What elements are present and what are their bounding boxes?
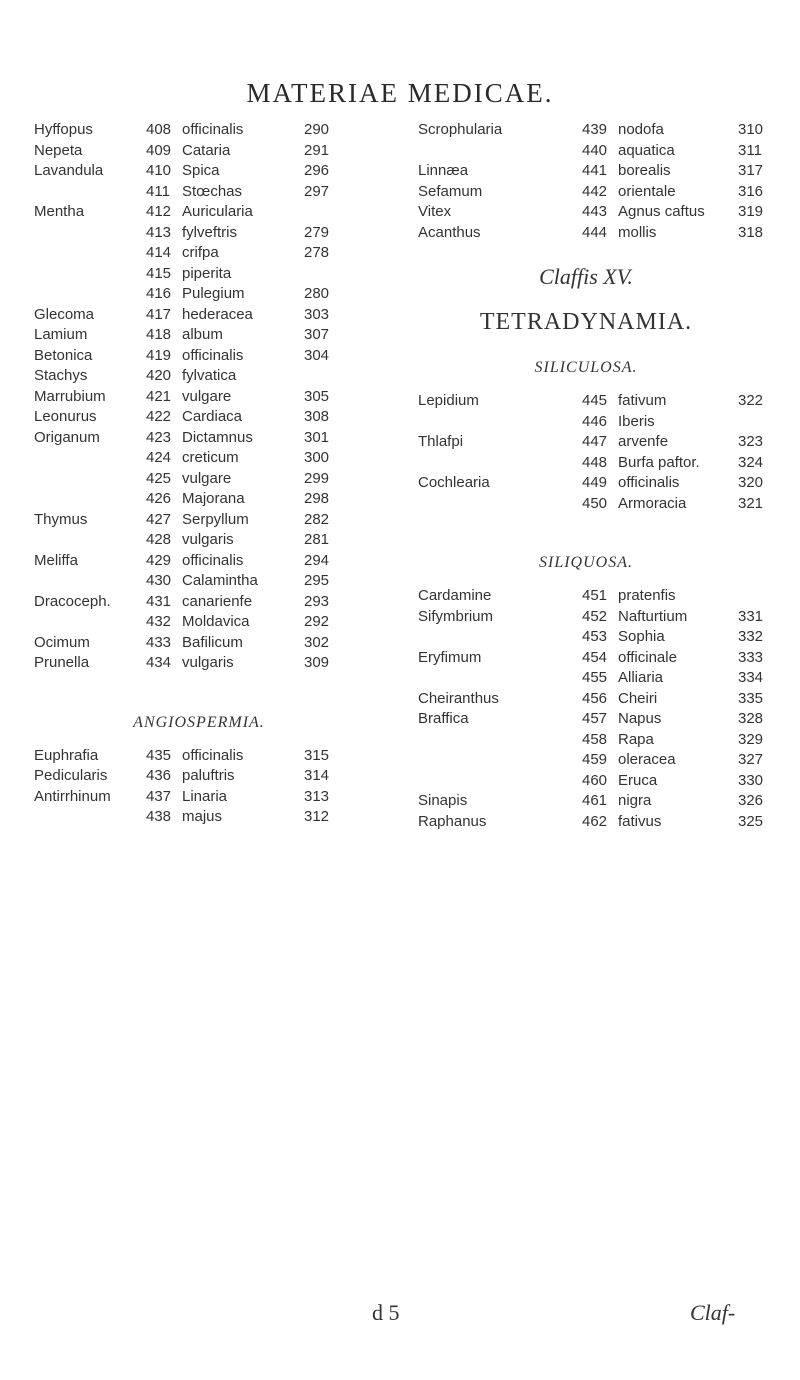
species-name: borealis (618, 162, 671, 179)
genus-name: Cardamine (418, 587, 492, 604)
entry-number: 408 (146, 121, 172, 138)
entry-number: 421 (146, 387, 172, 405)
page-reference: 315 (304, 746, 330, 764)
species-name: Pulegium (182, 285, 245, 302)
index-entry (34, 428, 364, 449)
index-entry (34, 141, 364, 162)
page-reference: 328 (738, 710, 764, 727)
page-reference: 301 (304, 428, 330, 446)
entry-number: 450 (582, 494, 608, 512)
signature-mark: d 5 (372, 1300, 400, 1325)
species-name: officinalis (182, 551, 244, 569)
species-name: officinalis (618, 474, 680, 491)
genus-name: Mentha (34, 203, 85, 220)
page-reference: 325 (738, 812, 764, 830)
page-reference: 290 (304, 121, 330, 138)
entry-number: 455 (582, 669, 608, 686)
page-reference: 292 (304, 613, 330, 630)
index-entry (400, 202, 772, 223)
page-reference: 334 (738, 669, 764, 686)
page-reference: 294 (304, 551, 330, 569)
genus-name: Acanthus (418, 223, 481, 241)
index-entry (34, 202, 364, 223)
page-reference: 314 (304, 767, 330, 784)
index-entry (400, 494, 772, 515)
index-entry (400, 709, 772, 730)
species-name: fativus (618, 812, 662, 830)
index-entry (34, 746, 364, 767)
index-entry (34, 551, 364, 572)
index-entry (400, 473, 772, 494)
species-name: officinalis (182, 121, 244, 138)
species-name: paluftris (182, 767, 235, 784)
entry-number: 419 (146, 346, 172, 364)
species-name: nigra (618, 792, 652, 809)
genus-name: Sefamum (418, 182, 483, 200)
left-column (34, 120, 364, 828)
species-name: Cataria (182, 141, 231, 159)
species-name: officinale (618, 648, 677, 666)
page-reference: 312 (304, 808, 330, 825)
entry-number: 412 (146, 203, 172, 220)
entry-number: 424 (146, 449, 172, 466)
index-entry (34, 469, 364, 490)
index-entry (34, 510, 364, 531)
entry-number: 415 (146, 264, 172, 282)
index-entry (34, 346, 364, 367)
genus-name: Eryfimum (418, 648, 482, 666)
genus-name: Cochlearia (418, 474, 490, 491)
species-name: Spica (182, 162, 220, 179)
index-entry (400, 586, 772, 607)
entry-number: 426 (146, 490, 172, 507)
genus-name: Dracoceph. (34, 592, 111, 610)
page-title: MATERIAE MEDICAE. (246, 78, 554, 108)
index-entry (400, 750, 772, 771)
class-heading: Claffis XV. (539, 264, 633, 289)
index-entry (34, 366, 364, 387)
entry-number: 425 (146, 469, 172, 487)
page-reference: 309 (304, 654, 330, 671)
genus-name: Raphanus (418, 812, 487, 830)
index-entry (34, 325, 364, 346)
genus-name: Ocimum (34, 633, 90, 651)
species-name: album (182, 326, 223, 343)
page-reference: 295 (304, 572, 330, 589)
page-reference: 293 (304, 592, 330, 610)
entry-number: 452 (582, 607, 608, 625)
page-reference: 323 (738, 433, 764, 450)
entry-number: 436 (146, 767, 172, 784)
species-name: Napus (618, 710, 662, 727)
entry-number: 414 (146, 244, 172, 261)
index-entry (400, 689, 772, 710)
entry-number: 446 (582, 412, 608, 430)
page-reference: 300 (304, 449, 330, 466)
index-entry (400, 161, 772, 182)
entry-number: 462 (582, 812, 608, 830)
species-name: oleracea (618, 751, 676, 768)
genus-name: Euphrafia (34, 746, 99, 764)
index-entry (400, 648, 772, 669)
entry-number: 460 (582, 771, 608, 789)
right-column (400, 120, 772, 832)
index-entry (34, 653, 364, 674)
order-heading: TETRADYNAMIA. (479, 309, 693, 335)
genus-name: Nepeta (34, 141, 83, 159)
species-name: canarienfe (182, 592, 253, 610)
page-reference: 304 (304, 346, 330, 364)
species-name: Cheiri (618, 689, 658, 707)
index-entry (400, 771, 772, 792)
page-reference: 280 (304, 285, 330, 302)
entry-number: 432 (146, 613, 172, 630)
entry-number: 422 (146, 408, 172, 425)
index-entry (34, 407, 364, 428)
species-name: pratenfis (618, 587, 676, 604)
page-reference: 324 (738, 453, 764, 471)
entry-number: 409 (146, 141, 172, 159)
entry-number: 411 (146, 182, 170, 200)
species-name: vulgare (182, 387, 232, 405)
species-name: Stœchas (182, 182, 243, 200)
index-entry (34, 243, 364, 264)
genus-name: Hyffopus (34, 121, 93, 138)
index-entry (400, 182, 772, 203)
species-name: crifpa (182, 244, 219, 261)
species-name: Nafturtium (618, 607, 688, 625)
index-entry (34, 571, 364, 592)
entry-number: 413 (146, 223, 172, 241)
page-reference: 319 (738, 203, 764, 220)
page-reference: 322 (738, 392, 764, 409)
genus-name: Origanum (34, 428, 100, 446)
genus-name: Betonica (34, 346, 93, 364)
page-reference: 321 (738, 494, 764, 512)
page-reference: 327 (738, 751, 764, 768)
species-name: vulgaris (182, 654, 234, 671)
index-entry (34, 161, 364, 182)
entry-number: 458 (582, 730, 608, 748)
genus-name: Braffica (418, 710, 469, 727)
index-entry (400, 668, 772, 689)
entry-number: 457 (582, 710, 608, 727)
species-name: majus (182, 808, 223, 825)
entry-number: 433 (146, 633, 172, 651)
entry-number: 451 (582, 587, 608, 604)
species-name: Linaria (182, 787, 228, 805)
species-name: Armoracia (618, 494, 687, 512)
entry-number: 449 (582, 474, 608, 491)
index-entry (400, 607, 772, 628)
page-reference: 299 (304, 469, 330, 487)
genus-name: Cheiranthus (418, 689, 499, 707)
species-name: arvenfe (618, 433, 669, 450)
entry-number: 429 (146, 551, 172, 569)
genus-name: Leonurus (34, 408, 97, 425)
genus-name: Pedicularis (34, 767, 108, 784)
page-reference: 326 (738, 792, 764, 809)
page-reference: 307 (304, 326, 330, 343)
species-name: Auricularia (182, 203, 253, 220)
page-footer (0, 1300, 800, 1340)
index-entry (400, 223, 772, 244)
entry-number: 441 (582, 162, 608, 179)
genus-name: Lavandula (34, 162, 104, 179)
genus-name: Glecoma (34, 305, 95, 323)
entry-number: 428 (146, 531, 172, 548)
page-reference: 330 (738, 771, 764, 789)
page-reference: 333 (738, 648, 764, 666)
section-heading-siliquosa: SILIQUOSA. (539, 554, 633, 571)
entry-number: 416 (146, 285, 172, 302)
index-entry (34, 807, 364, 828)
species-name: Eruca (618, 771, 658, 789)
species-name: Sophia (618, 628, 665, 645)
entry-number: 454 (582, 648, 608, 666)
genus-name: Lamium (34, 326, 88, 343)
genus-name: Scrophularia (418, 121, 503, 138)
entry-number: 447 (582, 433, 608, 450)
entry-number: 448 (582, 453, 608, 471)
index-entry (34, 787, 364, 808)
species-name: Bafilicum (182, 633, 243, 651)
species-name: fylveftris (182, 223, 238, 241)
page-reference: 313 (304, 787, 330, 805)
index-entry (400, 391, 772, 412)
genus-name: Antirrhinum (34, 787, 111, 805)
entry-number: 461 (582, 792, 608, 809)
index-entry (34, 766, 364, 787)
species-name: Alliaria (618, 669, 664, 686)
species-name: hederacea (182, 305, 253, 323)
index-entry (400, 627, 772, 648)
species-name: Iberis (618, 412, 655, 430)
genus-name: Thymus (34, 510, 88, 528)
page-reference: 317 (738, 162, 764, 179)
entry-number: 453 (582, 628, 608, 645)
page-reference: 308 (304, 408, 330, 425)
page-reference: 303 (304, 305, 330, 323)
catchword: Claf- (690, 1300, 736, 1325)
page-reference: 282 (304, 510, 330, 528)
entry-number: 459 (582, 751, 608, 768)
page-reference: 297 (304, 182, 330, 200)
index-entry (34, 448, 364, 469)
index-entry (34, 305, 364, 326)
entry-number: 427 (146, 510, 172, 528)
index-entry (400, 812, 772, 833)
index-entry (34, 223, 364, 244)
index-entry (400, 412, 772, 433)
page-reference: 291 (304, 141, 330, 159)
page-reference: 332 (738, 628, 764, 645)
index-entry (400, 141, 772, 162)
page-reference: 311 (738, 141, 762, 159)
entry-number: 440 (582, 141, 608, 159)
entry-number: 420 (146, 367, 172, 384)
index-entry (34, 530, 364, 551)
index-entry (34, 182, 364, 203)
entry-number: 418 (146, 326, 172, 343)
index-entry (400, 730, 772, 751)
page-reference: 281 (304, 531, 330, 548)
species-name: fativum (618, 392, 667, 409)
entry-number: 443 (582, 203, 608, 220)
entry-number: 456 (582, 689, 608, 707)
genus-name: Marrubium (34, 387, 106, 405)
species-name: fylvatica (182, 367, 237, 384)
entry-number: 439 (582, 121, 608, 138)
page-reference: 329 (738, 730, 764, 748)
species-name: Serpyllum (182, 510, 249, 528)
genus-name: Thlafpi (418, 433, 464, 450)
index-entry (34, 612, 364, 633)
index-entry (34, 633, 364, 654)
index-entry (34, 489, 364, 510)
entry-number: 435 (146, 746, 172, 764)
species-name: mollis (618, 223, 657, 241)
page-reference: 302 (304, 633, 330, 651)
page-reference: 296 (304, 162, 330, 179)
species-name: Majorana (182, 490, 245, 507)
index-entry (34, 264, 364, 285)
species-name: vulgaris (182, 531, 234, 548)
index-entry (400, 453, 772, 474)
species-name: orientale (618, 182, 676, 200)
entry-number: 417 (146, 305, 172, 323)
index-entry (34, 592, 364, 613)
page-reference: 279 (304, 223, 330, 241)
species-name: nodofa (618, 121, 664, 138)
species-name: creticum (182, 449, 239, 466)
species-name: Calamintha (182, 572, 258, 589)
index-entry (400, 432, 772, 453)
entry-number: 444 (582, 223, 608, 241)
page-reference: 298 (304, 490, 330, 507)
species-name: aquatica (618, 141, 675, 159)
genus-name: Vitex (418, 203, 452, 220)
entry-number: 423 (146, 428, 172, 446)
page-reference: 318 (738, 223, 764, 241)
species-name: Burfa paftor. (618, 453, 700, 471)
genus-name: Meliffa (34, 551, 78, 569)
page-reference: 316 (738, 182, 764, 200)
page-reference: 305 (304, 387, 330, 405)
page-reference: 310 (738, 121, 764, 138)
entry-number: 431 (146, 592, 172, 610)
section-heading-angiospermia: ANGIOSPERMIA. (133, 713, 265, 731)
species-name: Cardiaca (182, 408, 243, 425)
entry-number: 438 (146, 808, 172, 825)
entry-number: 437 (146, 787, 172, 805)
entry-number: 445 (582, 392, 608, 409)
index-entry (400, 120, 772, 141)
species-name: vulgare (182, 469, 232, 487)
page-reference: 331 (738, 607, 764, 625)
page-reference: 335 (738, 689, 764, 707)
page-reference: 320 (738, 474, 764, 491)
index-entry (400, 791, 772, 812)
genus-name: Linnæa (418, 162, 469, 179)
species-name: piperita (182, 264, 232, 282)
species-name: Moldavica (182, 613, 250, 630)
entry-number: 410 (146, 162, 172, 179)
entry-number: 434 (146, 654, 172, 671)
species-name: Agnus caftus (618, 203, 705, 220)
species-name: officinalis (182, 346, 244, 364)
index-entry (34, 120, 364, 141)
section-heading-siliculosa: SILICULOSA. (534, 359, 638, 376)
genus-name: Sinapis (418, 792, 468, 809)
entry-number: 442 (582, 182, 608, 200)
genus-name: Sifymbrium (418, 607, 494, 625)
species-name: Rapa (618, 730, 654, 748)
species-name: Dictamnus (182, 428, 253, 446)
genus-name: Prunella (34, 654, 90, 671)
index-entry (34, 284, 364, 305)
entry-number: 430 (146, 572, 172, 589)
index-entry (34, 387, 364, 408)
genus-name: Stachys (34, 367, 88, 384)
genus-name: Lepidium (418, 392, 479, 409)
species-name: officinalis (182, 746, 244, 764)
page-reference: 278 (304, 244, 330, 261)
